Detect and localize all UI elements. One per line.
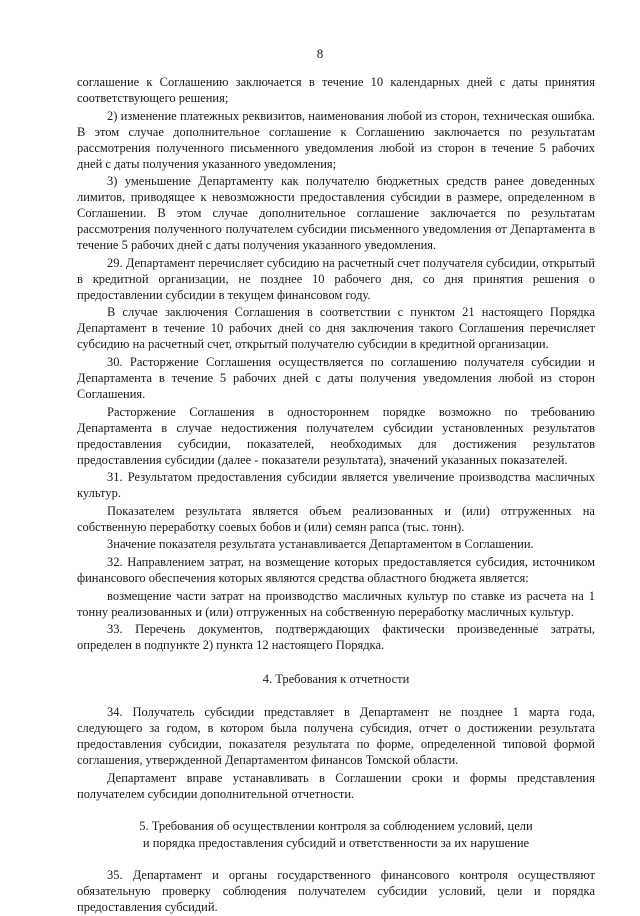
document-body: [77, 74, 595, 916]
section-heading-5-line-2: и порядка предоставления субсидий и ответственности за их нарушение: [142, 836, 530, 851]
section-heading-5-line-1: 5. Требования об осуществлении контроля за соблюдением условий, цели: [139, 818, 533, 833]
paragraph: 30. Расторжение Соглашения осуществляется по соглашению получателя субсидии и Департамента в течение 5 рабочих дней с даты получения уведомления любой из сторон Соглашения.: [77, 354, 595, 401]
paragraph: 33. Перечень документов, подтверждающих фактически произведенные затраты, определен в подпункте 2) пункта 12 настоящего Порядка.: [77, 622, 595, 653]
paragraph: возмещение части затрат на производство масличных культур по ставке из расчета на 1 тонну реализованных и (или) отгруженных на собственную переработку масличных культур.: [77, 588, 595, 619]
paragraph: Расторжение Соглашения в одностороннем порядке возможно по требованию Департамента в случае недостижения получателем субсидии установленных результатов предоставления субсидии, показателей, необходимых для достижения результатов предоставления субсидии (далее - показатели результата), значений указанных показателей.: [77, 404, 595, 467]
paragraph: 34. Получатель субсидии представляет в Департамент не позднее 1 марта года, следующего за годом, в котором была получена субсидия, отчет о достижении результата предоставления субсидии, показателя результата по форме, определенной типовой формой соглашения, утвержденной Департаментом финансов Томской области.: [77, 705, 595, 768]
paragraph: Значение показателя результата устанавливается Департаментом в Соглашении.: [107, 537, 534, 552]
paragraph: 29. Департамент перечисляет субсидию на расчетный счет получателя субсидии, открытый в кредитной организации, не позднее 10 рабочего дня, со дня принятия решения о предоставлении субсидии в текущем финансовом году.: [77, 255, 595, 302]
page-number: 8: [316, 46, 324, 61]
paragraph: соглашение к Соглашению заключается в течение 10 календарных дней с даты принятия соответствующего решения;: [77, 75, 595, 105]
paragraph: 31. Результатом предоставления субсидии является увеличение производства масличных культур.: [77, 470, 595, 501]
section-heading-4: 4. Требования к отчетности: [262, 671, 410, 686]
paragraph: 32. Направлением затрат, на возмещение которых предоставляется субсидия, источником финансового обеспечения которых являются средства областного бюджета является:: [77, 554, 595, 585]
paragraph: 35. Департамент и органы государственного финансового контроля осуществляют обязательную проверку соблюдения получателем субсидии условий, цели и порядка предоставления субсидий.: [77, 867, 595, 914]
paragraph: 2) изменение платежных реквизитов, наименования любой из сторон, техническая ошибка. В этом случае дополнительное соглашение к Соглашению заключается по результатам рассмотрения полученного письменного уведомления любой из сторон в течение 5 рабочих дней с даты получения указанного уведомления;: [77, 108, 595, 171]
paragraph: Показателем результата является объем реализованных и (или) отгруженных на собственную переработку соевых бобов и (или) семян рапса (тыс. тонн).: [77, 503, 595, 534]
paragraph: Департамент вправе устанавливать в Соглашении сроки и формы представления получателем субсидии дополнительной отчетности.: [77, 770, 595, 801]
paragraph: 3) уменьшение Департаменту как получателю бюджетных средств ранее доведенных лимитов, приводящее к невозможности предоставления субсидии в размере, определенном в Соглашении. В этом случае дополнительное соглашение заключается по результатам рассмотрения полученного получателем субсидии письменного уведомления от Департамента в течение 5 рабочих дней с даты получения указанного уведомления.: [77, 174, 595, 253]
paragraph: В случае заключения Соглашения в соответствии с пунктом 21 настоящего Порядка Департамент в течение 10 рабочих дней со дня заключения такого Соглашения перечисляет субсидию на расчетный счет, открытый получателю субсидии в кредитной организации.: [77, 305, 595, 352]
